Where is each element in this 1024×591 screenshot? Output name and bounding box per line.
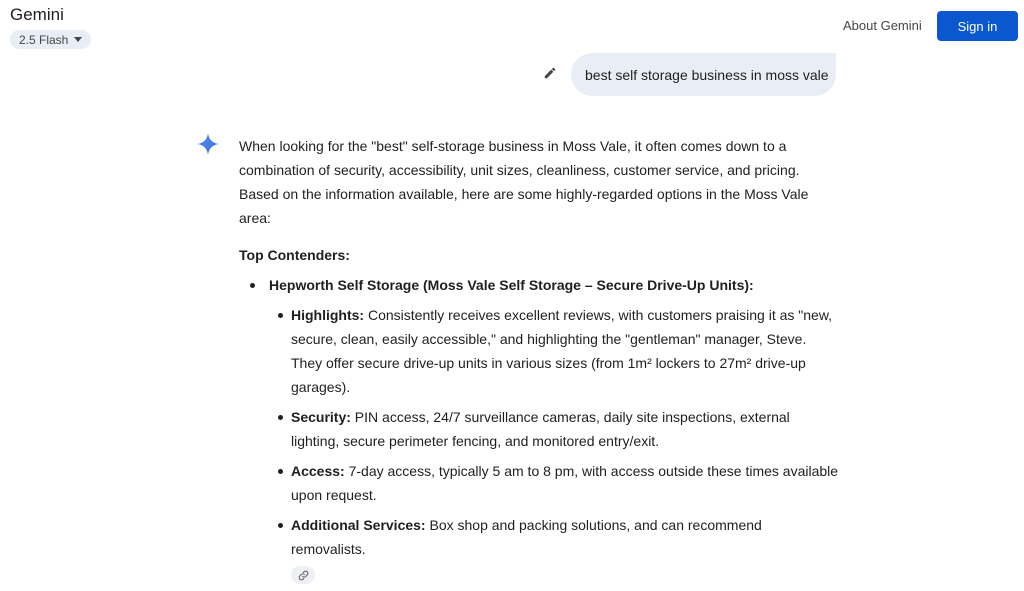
gemini-sparkle-icon <box>196 132 220 156</box>
detail-text: Consistently receives excellent reviews, with customers praising it as "new, secure, clean, easily accessible," and highlighting the "gentleman" manager, Steve. They offer secure drive-up units in various sizes (from 1m² lockers to 27m² drive-up garages). <box>291 307 833 395</box>
list-item <box>269 405 839 453</box>
app-title: Gemini <box>10 5 64 24</box>
detail-label: Access: <box>291 463 345 479</box>
model-label: 2.5 Flash <box>19 32 69 47</box>
detail-label: Highlights: <box>291 307 365 323</box>
pencil-icon[interactable] <box>543 66 557 80</box>
model-selector[interactable] <box>10 30 91 49</box>
detail-text: 7-day access, typically 5 am to 8 pm, with access outside these times available upon request. <box>291 463 839 503</box>
section-heading: Top Contenders: <box>239 247 350 263</box>
contender-list <box>239 273 839 585</box>
user-query-bubble <box>571 53 836 96</box>
list-item <box>269 303 839 399</box>
user-query-text: best self storage business in moss vale <box>585 66 829 83</box>
detail-list <box>269 303 839 585</box>
detail-label: Security: <box>291 409 351 425</box>
sign-in-button[interactable]: Sign in <box>937 11 1018 41</box>
list-item <box>239 273 839 585</box>
detail-text: Box shop and packing solutions, and can recommend removalists. <box>291 517 762 557</box>
response-intro: When looking for the "best" self-storage business in Moss Vale, it often comes down to a combination of security, accessibility, unit sizes, cleanliness, customer service, and pricing. Based on the information available, here are some highly-regarded options in the Moss Vale area: <box>239 138 809 226</box>
detail-label: Additional Services: <box>291 517 426 533</box>
list-item <box>269 513 839 585</box>
detail-text: PIN access, 24/7 surveillance cameras, daily site inspections, external lighting, secure perimeter fencing, and monitored entry/exit. <box>291 409 790 449</box>
caret-down-icon <box>74 37 82 42</box>
contender-name: Hepworth Self Storage (Moss Vale Self Storage – Secure Drive-Up Units): <box>269 277 754 293</box>
about-gemini-link[interactable]: About Gemini <box>843 18 922 33</box>
link-icon <box>298 570 309 581</box>
list-item <box>269 459 839 507</box>
source-link-chip[interactable] <box>291 566 315 584</box>
model-response <box>239 134 839 591</box>
